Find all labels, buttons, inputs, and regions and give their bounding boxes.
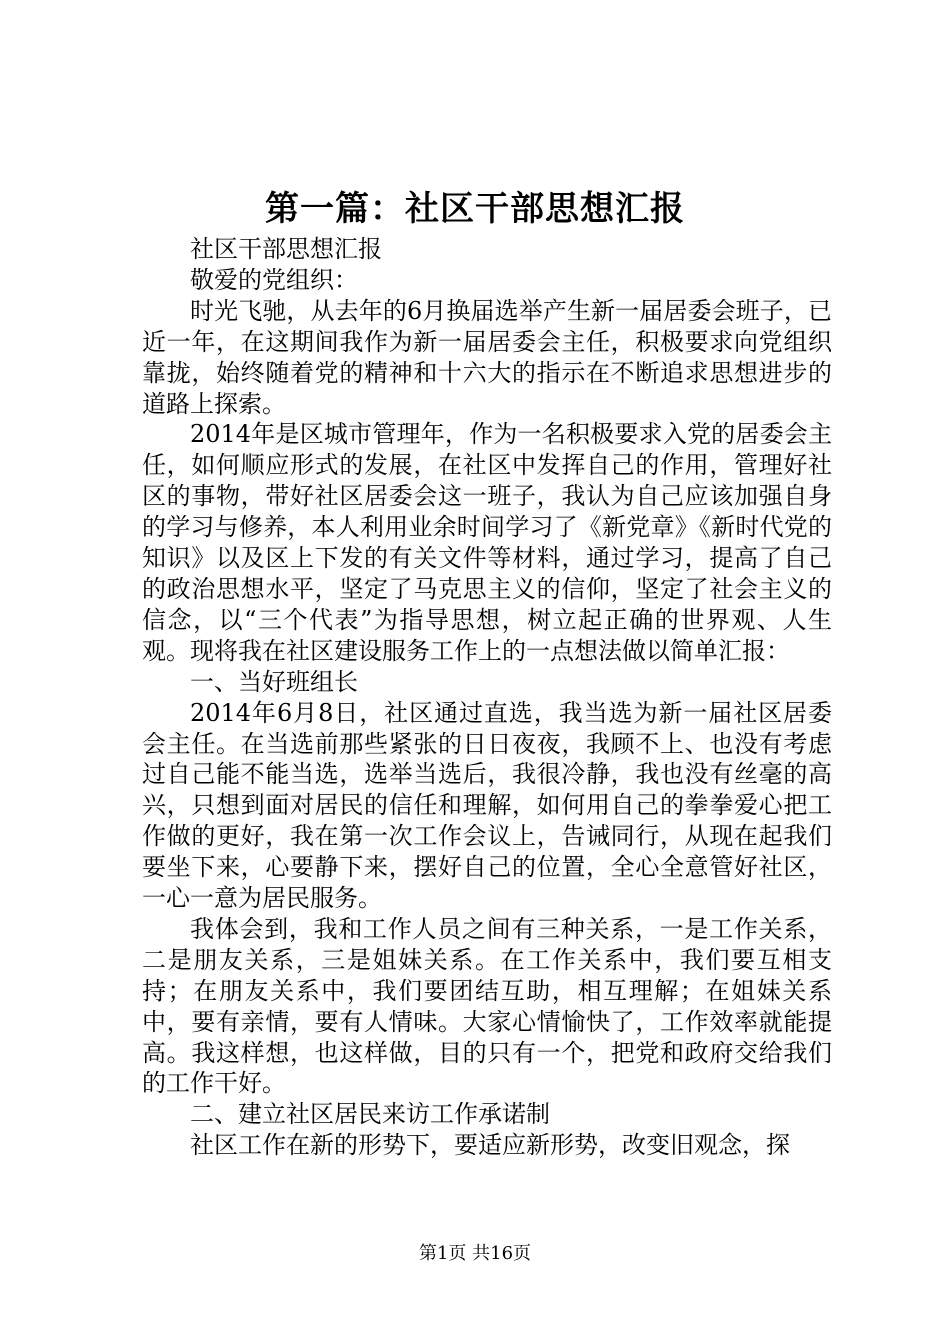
section-heading: 一、当好班组长	[190, 667, 358, 696]
paragraph: 时光飞驰，从去年的6月换届选举产生新一届居委会班子，已近一年，在这期间我作为新一届居委会主任，积极要求向党组织靠拢，始终随着党的精神和十六大的指示在不断追求思想进步的道路上探索。	[142, 296, 832, 418]
document-title: 第一篇：社区干部思想汇报	[265, 189, 685, 229]
paragraph: 2014年6月8日，社区通过直选，我当选为新一届社区居委会主任。在当选前那些紧张的日日夜夜，我顾不上、也没有考虑过自己能不能当选，选举当选后，我很冷静，我也没有丝毫的高兴，只想到面对居民的信任和理解，如何用自己的拳拳爱心把工作做的更好，我在第一次工作会议上，告诫同行，从现在起我们要坐下来，心要静下来，摆好自己的位置，全心全意管好社区，一心一意为居民服务。	[142, 698, 832, 913]
section-heading: 二、建立社区居民来访工作承诺制	[190, 1100, 550, 1129]
paragraph: 敬爱的党组织：	[190, 265, 358, 294]
paragraph: 社区干部思想汇报	[190, 235, 382, 263]
page-footer: 第1页 共16页	[418, 1243, 532, 1264]
document-body	[142, 234, 832, 1161]
paragraph: 社区工作在新的形势下，要适应新形势，改变旧观念，探	[190, 1131, 790, 1160]
paragraph: 我体会到，我和工作人员之间有三种关系，一是工作关系，二是朋友关系，三是姐妹关系。在工作关系中，我们要互相支持；在朋友关系中，我们要团结互助，相互理解；在姐妹关系中，要有亲情，要有人情味。大家心情愉快了，工作效率就能提高。我这样想，也这样做，目的只有一个，把党和政府交给我们的工作干好。	[142, 914, 832, 1098]
paragraph: 2014年是区城市管理年，作为一名积极要求入党的居委会主任，如何顺应形式的发展，在社区中发挥自己的作用，管理好社区的事物，带好社区居委会这一班子，我认为自己应该加强自身的学习与修养，本人利用业余时间学习了《新党章》《新时代党的知识》以及区上下发的有关文件等材料，通过学习，提高了自己的政治思想水平，坚定了马克思主义的信仰，坚定了社会主义的信念，以“三个代表”为指导思想，树立起正确的世界观、人生观。现将我在社区建设服务工作上的一点想法做以简单汇报：	[142, 420, 832, 665]
